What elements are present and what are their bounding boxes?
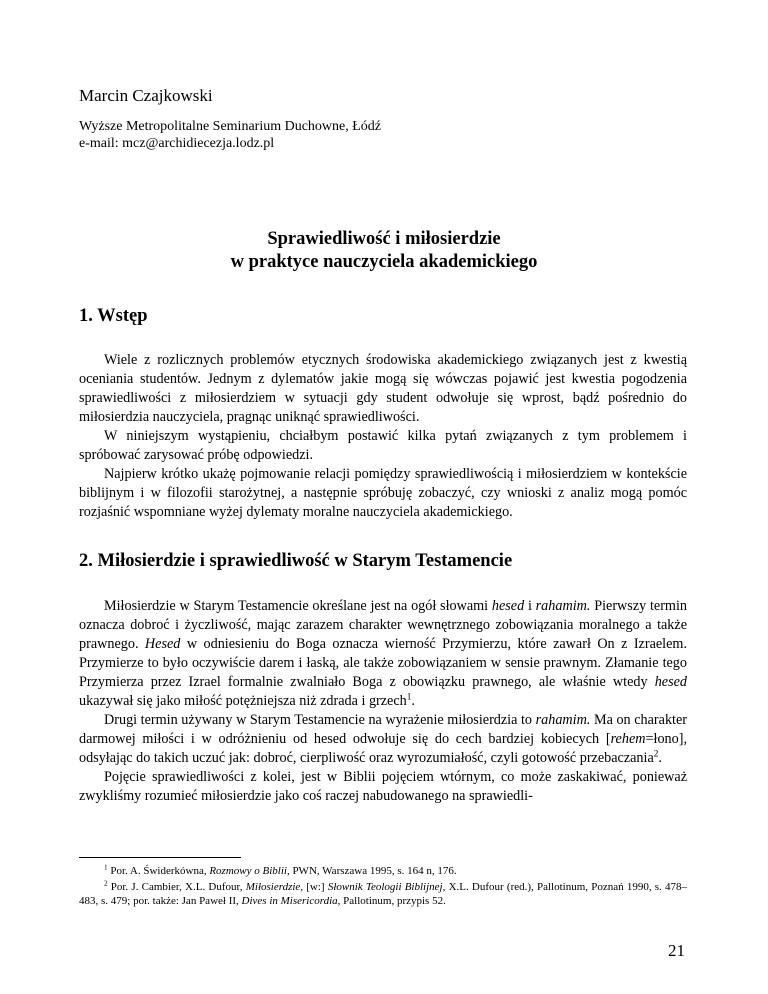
term-italic: rehem (610, 731, 646, 747)
section-1-body (79, 351, 687, 522)
author-affiliation-block (79, 118, 381, 152)
affiliation: Wyższe Metropolitalne Seminarium Duchowne, Łódź (79, 119, 382, 134)
book-title: Rozmowy o Biblii (209, 865, 287, 877)
text-run: , [w:] (300, 881, 328, 893)
text-run: . (411, 693, 415, 709)
paragraph: Wiele z rozlicznych problemów etycznych środowiska akademickiego związanych jest z kwestią oceniania studentów. Jednym z dylematów jakie mogą się wówczas pojawić jest kwestia pogodzenia sprawiedliwości z miłosierdziem w sytuacji gdy student odwołuje się wprost, bądź pośrednio do miłosierdzia nauczyciela, pragnąc uniknąć sprawiedliwości. (79, 352, 687, 425)
text-run: i (524, 598, 536, 614)
paragraph: W niniejszym wystąpieniu, chciałbym postawić kilka pytań związanych z tym problemem i spróbować zarysować próbę odpowiedzi. (79, 428, 687, 463)
text-run: Por. A. Świderkówna, (107, 865, 210, 877)
section-2-body (79, 597, 687, 806)
footnote-2 (79, 880, 687, 908)
text-run: =łono], odsyłając do takich uczuć jak: dobroć, cierpliwość oraz wyrozumiałość, czyli gotowość przebaczania (79, 731, 687, 766)
text-run: Pierwszy termin oznacza dobroć i życzliwość, mając zarazem charakter wewnętrznego zobowiązania moralnego a także prawnego. (79, 598, 687, 652)
footnote-number: 1 (104, 863, 108, 872)
footnote-ref[interactable]: 1 (406, 691, 412, 702)
footnote-ref[interactable]: 2 (653, 748, 659, 759)
section-heading-2: 2. Miłosierdzie i sprawiedliwość w Starym Testamencie (79, 551, 513, 571)
text-run: Miłosierdzie w Starym Testamencie określane jest na ogół słowami (104, 598, 492, 614)
text-run: Drugi termin używany w Starym Testamencie na wyrażenie miłosierdzia to (104, 712, 536, 728)
author-name: Marcin Czajkowski (79, 86, 213, 105)
term-italic: rahamim. (535, 598, 591, 614)
text-run: w odniesieniu do Boga oznacza wierność Przymierzu, które zawarł On z Izraelem. Przymierze to było oczywiście darem i łaską, ale także zobowiązaniem w sensie prawnym. Złamanie tego Przymierza przez Izrael formalnie zwalniało Boga z obowiązku prawnego, ale właśnie wtedy (79, 636, 687, 690)
book-title: Dives in Misericordia (241, 895, 338, 907)
footnote-number: 2 (104, 879, 108, 888)
page-number: 21 (668, 941, 685, 960)
title-line-1: Sprawiedliwość i miłosierdzie (267, 229, 501, 249)
paper-title (0, 228, 768, 274)
text-run: Ma on charakter darmowej miłości i w odróżnieniu od hesed odwołuje się do cech bardziej kobiecych [ (79, 712, 687, 747)
email: e-mail: mcz@archidiecezja.lodz.pl (79, 136, 275, 151)
paragraph (79, 711, 687, 768)
term-italic: Hesed (144, 636, 181, 652)
text-run: , Pallotinum, przypis 52. (337, 895, 446, 907)
text-run: , X.L. Dufour (red.), Pallotinum, Poznań 1990, s. 478–483, s. 479; por. także: Jan Paweł II, (79, 881, 688, 907)
book-title: Słownik Teologii Biblijnej (327, 881, 443, 893)
book-title: Miłosierdzie (245, 881, 301, 893)
term-italic: rahamim. (535, 712, 591, 728)
footnote-1 (79, 864, 687, 878)
text-run: Por. J. Cambier, X.L. Dufour, (107, 881, 246, 893)
footnote-divider (79, 857, 241, 858)
paragraph (79, 597, 687, 711)
term-italic: hesed (654, 674, 687, 690)
text-run: . (658, 750, 662, 766)
title-line-2: w praktyce nauczyciela akademickiego (230, 252, 538, 272)
text-run: ukazywał się jako miłość potężniejsza niż zdrada i grzech (79, 693, 407, 709)
text-run: , PWN, Warszawa 1995, s. 164 n, 176. (286, 865, 457, 877)
paragraph: Najpierw krótko ukażę pojmowanie relacji pomiędzy sprawiedliwością i miłosierdziem w kontekście biblijnym i w filozofii starożytnej, a następnie spróbuję zobaczyć, czy wnioski z analiz mogą pomóc rozjaśnić wspomniane wyżej dylematy moralne nauczyciela akademickiego. (79, 466, 687, 520)
paragraph: Pojęcie sprawiedliwości z kolei, jest w Biblii pojęciem wtórnym, co może zaskakiwać, ponieważ zwykliśmy rozumieć miłosierdzie jako coś raczej nabudowanego na sprawiedli- (79, 769, 687, 804)
term-italic: hesed (491, 598, 525, 614)
section-heading-1: 1. Wstęp (79, 306, 148, 326)
